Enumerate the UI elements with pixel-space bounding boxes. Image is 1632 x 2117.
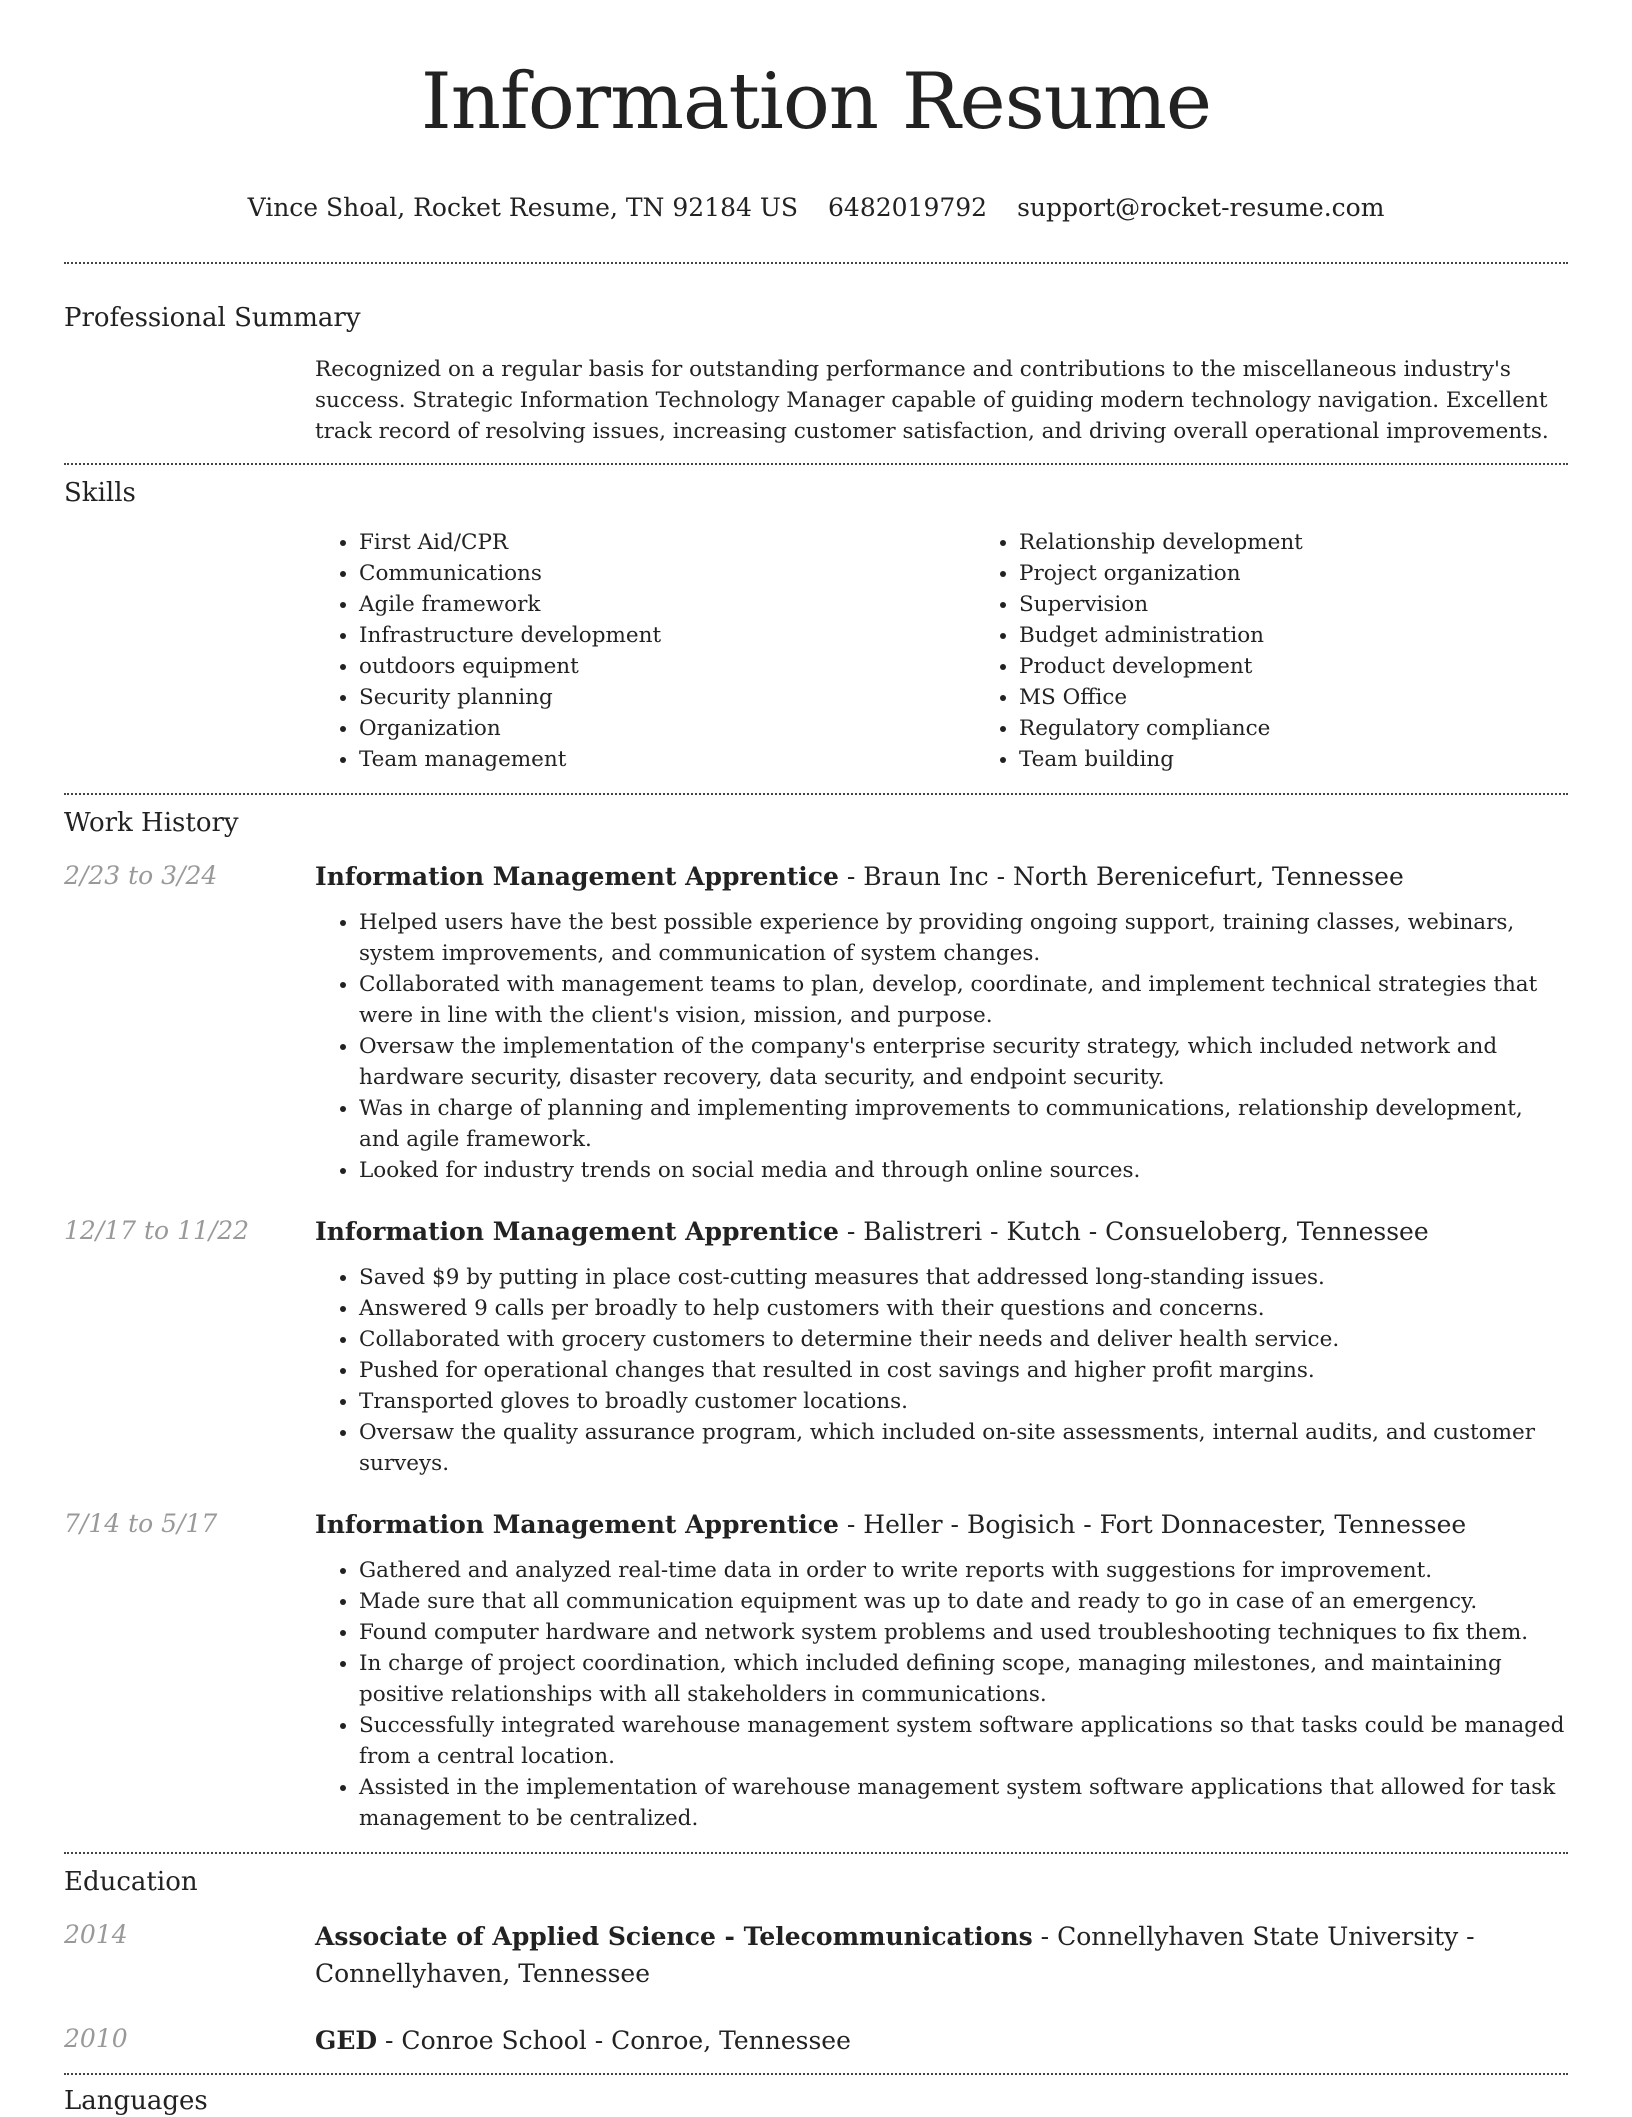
education-heading: Education [64,1867,198,1897]
job-bullet: • Helped users have the best possible experience by providing ongoing support, training classes, webinars, system improvements, and communication of system changes. [359,907,1568,969]
skills-heading: Skills [64,478,136,508]
education-heading-line [315,2022,1568,2059]
skills-list [315,527,1568,775]
job-bullet: • Successfully integrated warehouse management system software applications so that tasks could be managed from a central location. [359,1710,1568,1772]
job-title: Information Management Apprentice [315,1510,839,1539]
job-company-location: - Braun Inc - North Berenicefurt, Tennessee [838,862,1404,891]
skill-item: • Communications [359,558,975,589]
resume-title: Information Resume [420,57,1212,147]
skill-item: • MS Office [1019,682,1632,713]
job-entry [64,1507,1568,1834]
job-bullets [315,1262,1568,1479]
education-section [64,1866,1568,2059]
job-dates: 12/17 to 11/22 [64,1216,250,1245]
job-bullet: • Oversaw the implementation of the company's enterprise security strategy, which included network and hardware security, disaster recovery, data security, and endpoint security. [359,1031,1568,1093]
job-bullet: • Assisted in the implementation of warehouse management system software applications that allowed for task management to be centralized. [359,1772,1568,1834]
skill-item: • First Aid/CPR [359,527,975,558]
job-bullet: • Answered 9 calls per broadly to help customers with their questions and concerns. [359,1293,1568,1324]
job-bullet: • Collaborated with management teams to plan, develop, coordinate, and implement technical strategies that were in line with the client's vision, mission, and purpose. [359,969,1568,1031]
job-bullet: • Found computer hardware and network system problems and used troubleshooting techniques to fix them. [359,1617,1568,1648]
job-bullet: • Transported gloves to broadly customer locations. [359,1386,1568,1417]
divider [64,793,1568,795]
skills-column-right [975,527,1632,775]
job-entry [64,859,1568,1186]
education-degree: GED [315,2026,378,2055]
job-dates: 7/14 to 5/17 [64,1509,218,1538]
job-bullet: • Looked for industry trends on social media and through online sources. [359,1155,1568,1186]
education-entry [64,1918,1568,1992]
summary-heading: Professional Summary [64,303,361,333]
contact-email: support@rocket-resume.com [1017,193,1385,222]
job-title: Information Management Apprentice [315,1217,839,1246]
skill-item: • outdoors equipment [359,651,975,682]
divider [64,262,1568,264]
job-bullets [315,907,1568,1186]
job-bullet: • Gathered and analyzed real-time data in order to write reports with suggestions for improvement. [359,1555,1568,1586]
contact-address: Vince Shoal, Rocket Resume, TN 92184 US [247,193,799,222]
skill-item: • Regulatory compliance [1019,713,1632,744]
divider [64,1852,1568,1854]
job-heading [315,859,1568,895]
job-bullet: • Collaborated with grocery customers to determine their needs and deliver health service. [359,1324,1568,1355]
education-degree: Associate of Applied Science - Telecommunications [315,1922,1033,1951]
job-bullets [315,1555,1568,1834]
summary-text: Recognized on a regular basis for outstanding performance and contributions to the miscellaneous industry's success. Strategic Information Technology Manager capable of guiding modern technology navigation. Excellent track record of resolving issues, increasing customer satisfaction, and driving overall operational improvements. [315,357,1549,444]
skill-item: • Team management [359,744,975,775]
contact-info [64,192,1568,224]
education-year: 2014 [64,1920,128,1949]
job-heading [315,1214,1568,1250]
skill-item: • Relationship development [1019,527,1632,558]
skill-item: • Budget administration [1019,620,1632,651]
job-dates: 2/23 to 3/24 [64,861,218,890]
education-school-location: - Conroe School - Conroe, Tennessee [377,2026,851,2055]
education-entry [64,2022,1568,2059]
job-bullet: • Oversaw the quality assurance program, which included on-site assessments, internal audits, and customer surveys. [359,1417,1568,1479]
skill-item: • Team building [1019,744,1632,775]
job-heading [315,1507,1568,1543]
summary-section [64,302,1568,447]
divider [64,463,1568,465]
job-bullet: • Saved $9 by putting in place cost-cutting measures that addressed long-standing issues. [359,1262,1568,1293]
job-company-location: - Heller - Bogisich - Fort Donnacester, Tennessee [838,1510,1467,1539]
education-school-location: - Connellyhaven State University - Connellyhaven, Tennessee [315,1922,1475,1988]
job-bullet: • Pushed for operational changes that resulted in cost savings and higher profit margins. [359,1355,1568,1386]
skill-item: • Organization [359,713,975,744]
skill-item: • Agile framework [359,589,975,620]
work-history-heading: Work History [64,808,239,838]
skill-item: • Project organization [1019,558,1632,589]
job-entry [64,1214,1568,1479]
job-bullet: • Made sure that all communication equipment was up to date and ready to go in case of an emergency. [359,1586,1568,1617]
languages-section [64,2085,1568,2117]
skill-item: • Infrastructure development [359,620,975,651]
skills-section [64,477,1568,775]
education-heading-line [315,1918,1568,1992]
education-year: 2010 [64,2024,128,2053]
job-bullet: • Was in charge of planning and implementing improvements to communications, relationship development, and agile framework. [359,1093,1568,1155]
divider [64,2073,1568,2075]
skill-item: • Product development [1019,651,1632,682]
skill-item: • Security planning [359,682,975,713]
job-company-location: - Balistreri - Kutch - Consueloberg, Tennessee [838,1217,1429,1246]
skills-column-left [315,527,975,775]
contact-phone: 6482019792 [828,193,988,222]
skill-item: • Supervision [1019,589,1632,620]
languages-heading: Languages [64,2086,208,2116]
work-history-section [64,807,1568,1834]
job-bullet: • In charge of project coordination, which included defining scope, managing milestones, and maintaining positive relationships with all stakeholders in communications. [359,1648,1568,1710]
job-title: Information Management Apprentice [315,862,839,891]
